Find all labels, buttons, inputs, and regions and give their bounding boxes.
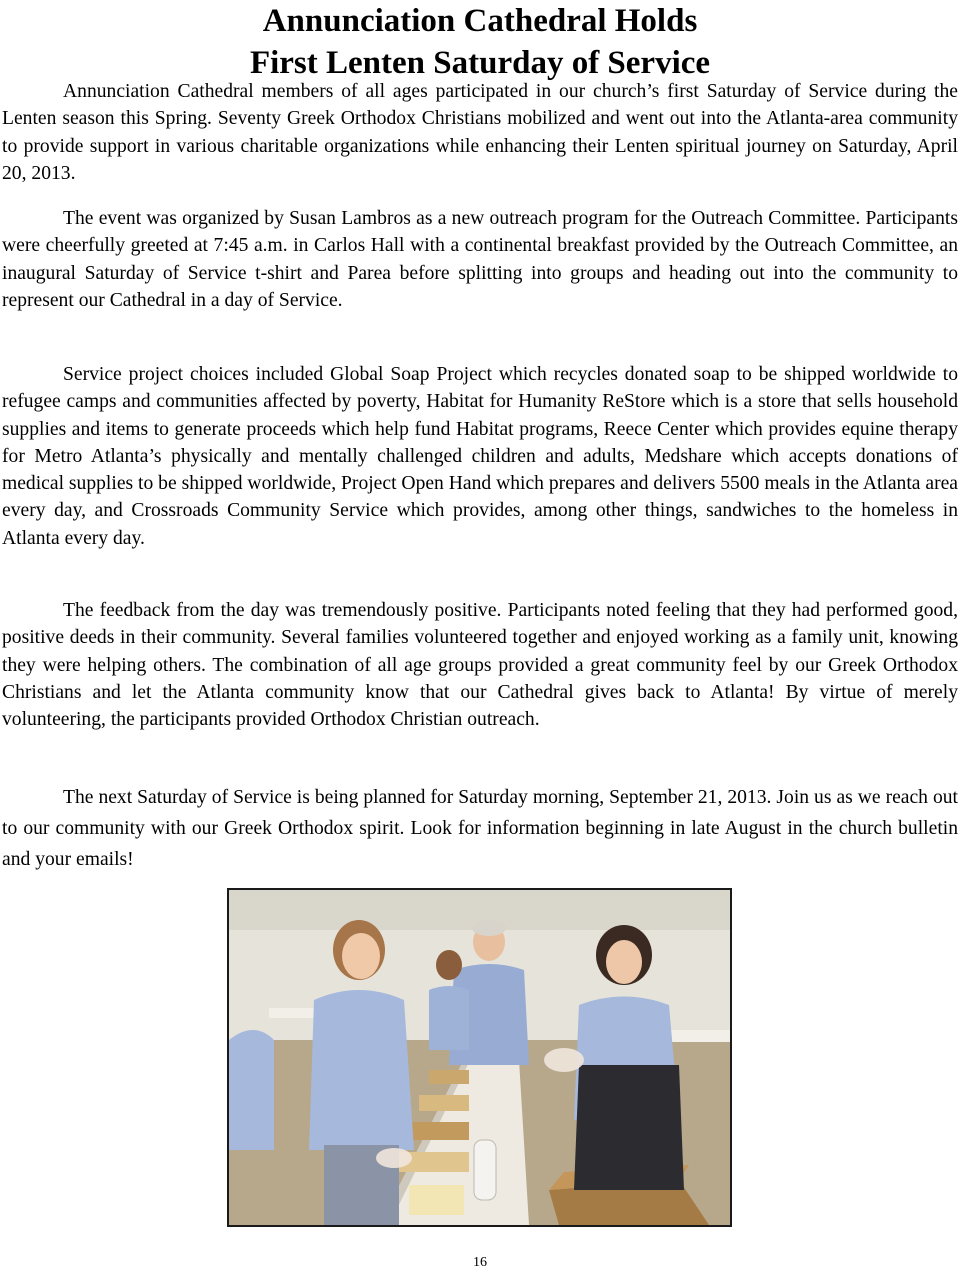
paragraph-2 — [2, 205, 958, 314]
paragraph-text: The next Saturday of Service is being planned for Saturday morning, September 21, 2013. Join us as we reach out to our community with our Greek Orthodox spirit. Look for information beginning in late August in the church bulletin and your emails! — [2, 787, 958, 870]
paper-towel-roll — [474, 1140, 496, 1200]
gloved-hands — [376, 1148, 412, 1168]
photo-illustration — [229, 890, 730, 1225]
page-number: 16 — [473, 1255, 487, 1270]
paragraph-text: Service project choices included Global Soap Project which recycles donated soap to be shipped worldwide to refugee camps and communities affected by poverty, Habitat for Humanity ReStore which is a store that sells household supplies and items to generate proceeds which help fund Habitat programs, Reece Center which provides equine therapy for Metro Atlanta’s physically and mentally challenged children and adults, Medshare which accepts donations of medical supplies to be shipped worldwide, Project Open Hand which prepares and delivers 5500 meals in the Atlanta area every day, and Crossroads Community Service which provides, among other things, sandwiches to the homeless in Atlanta every day. — [2, 364, 959, 549]
person-face — [342, 933, 380, 979]
title-line-1: Annunciation Cathedral Holds — [262, 3, 698, 39]
person-apron — [574, 1065, 684, 1190]
article-title — [0, 0, 960, 84]
food-tray — [409, 1122, 469, 1140]
title-line-2: First Lenten Saturday of Service — [249, 45, 711, 81]
volunteer-photo — [227, 888, 732, 1227]
bread-bag — [409, 1185, 464, 1215]
food-tray — [429, 1070, 469, 1084]
person-shirt — [429, 986, 469, 1050]
person-face — [606, 940, 642, 984]
paragraph-text: Annunciation Cathedral members of all ages participated in our church’s first Saturday of Service during the Lenten season this Spring. Seventy Greek Orthodox Christians mobilized and went out into the Atlanta-area community to provide support in various charitable organizations while enhancing their Lenten spiritual journey on Saturday, April 20, 2013. — [2, 81, 958, 184]
person-hair — [472, 920, 506, 936]
person-shirt-partial — [229, 1030, 274, 1150]
paragraph-text: The event was organized by Susan Lambros as a new outreach program for the Outreach Committee. Participants were cheerfully greeted at 7:45 a.m. in Carlos Hall with a continental breakfast provided by the Outreach Committee, an inaugural Saturday of Service t-shirt and Parea before splitting into groups and heading out into the community to represent our Cathedral in a day of Service. — [2, 208, 958, 311]
food-tray — [419, 1095, 469, 1111]
person-shirt — [309, 990, 414, 1150]
paragraph-4 — [2, 597, 958, 733]
person-hair — [436, 950, 462, 980]
paragraph-1 — [2, 78, 958, 187]
paragraph-5 — [2, 782, 958, 875]
gloved-hands — [544, 1048, 584, 1072]
paragraph-text: The feedback from the day was tremendously positive. Participants noted feeling that they had performed good, positive deeds in their community. Several families volunteered together and enjoyed working as a family unit, knowing they were helping others. The combination of all age groups provided a great community feel by our Greek Orthodox Christians and let the Atlanta community know that our Cathedral gives back to Atlanta! By virtue of merely volunteering, the participants provided Orthodox Christian outreach. — [2, 600, 958, 731]
paragraph-3 — [2, 361, 958, 552]
